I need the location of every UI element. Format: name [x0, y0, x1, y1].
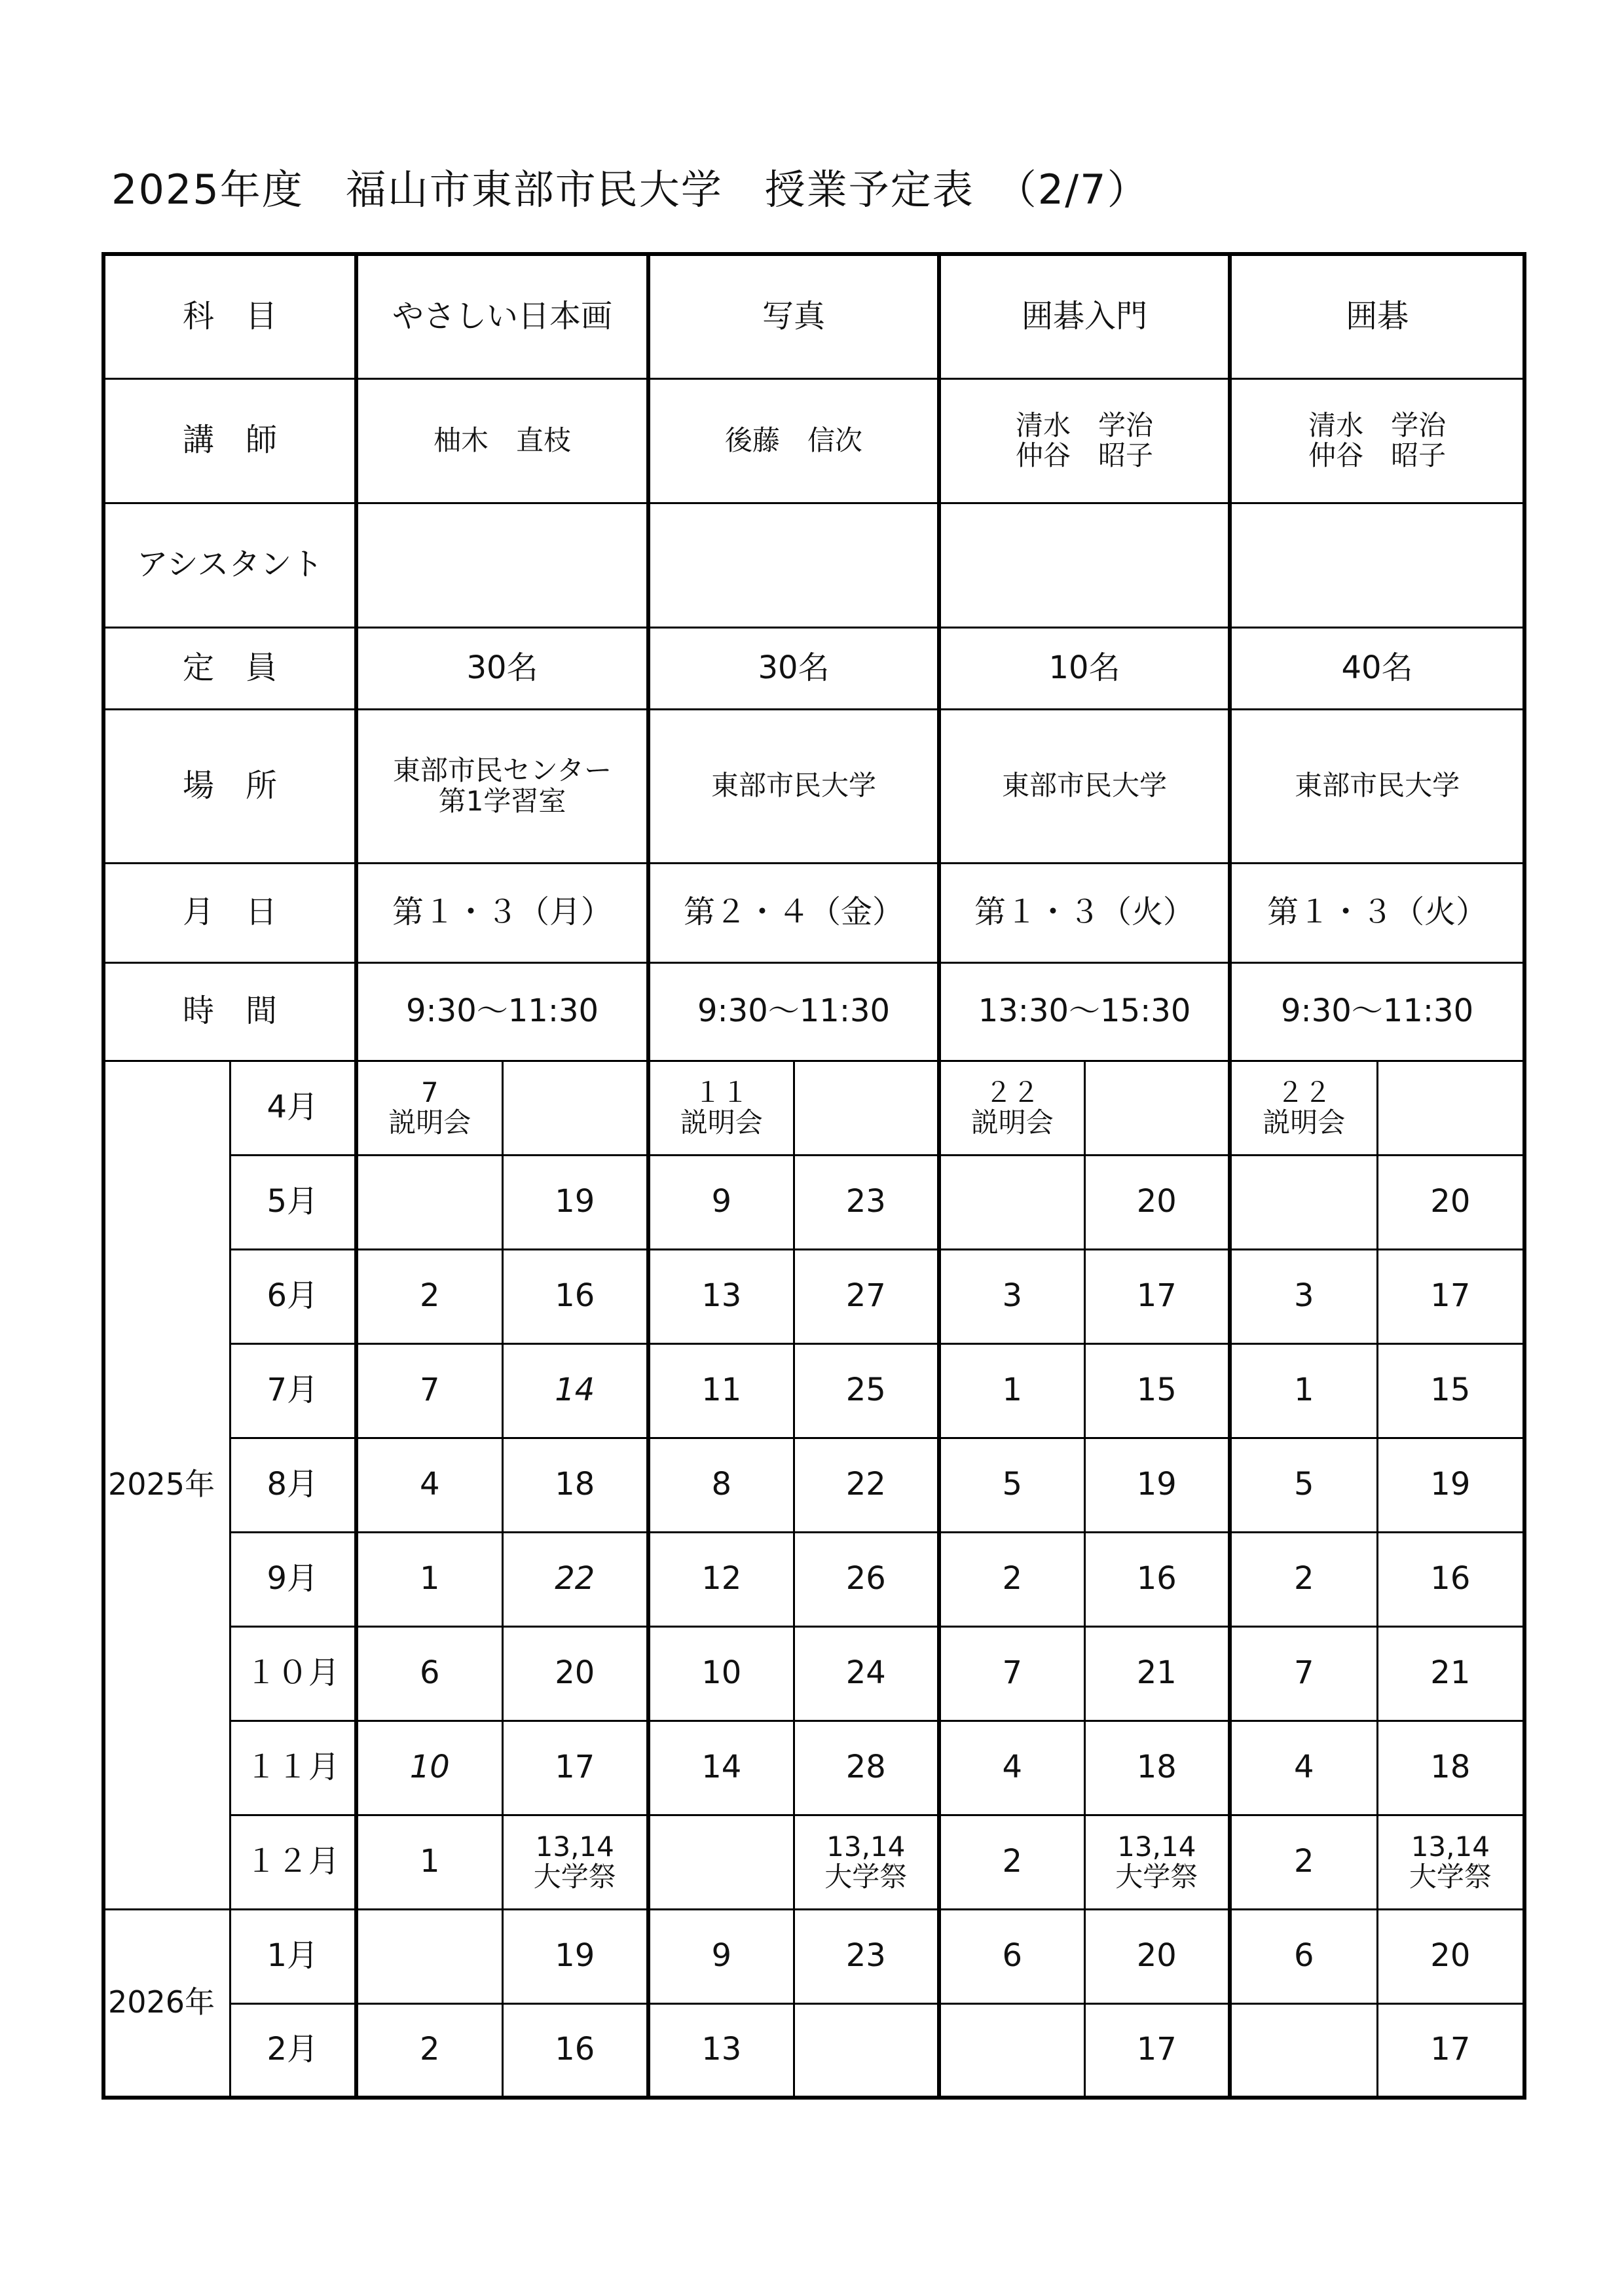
course-2-instructor: 後藤 信次 [648, 378, 939, 503]
month-label: 1月 [230, 1909, 356, 2003]
row-instructor [103, 378, 1524, 503]
course-4-subject: 囲碁 [1230, 254, 1524, 378]
date-cell: 7 [356, 1343, 502, 1438]
course-3-place: 東部市民大学 [939, 709, 1230, 863]
date-cell: 5 [1230, 1438, 1377, 1532]
schedule-table [101, 252, 1526, 2100]
date-cell: 2 [939, 1532, 1084, 1626]
row-label-subject: 科 目 [103, 254, 356, 378]
date-cell: 8 [648, 1438, 794, 1532]
date-cell: 2 [939, 1815, 1084, 1909]
date-cell: 7 [1230, 1626, 1377, 1721]
date-cell [1230, 1155, 1377, 1249]
date-cell: 20 [1377, 1155, 1524, 1249]
date-cell: 17 [1084, 1249, 1230, 1343]
date-cell: 1 [356, 1532, 502, 1626]
date-cell: 2 [356, 1249, 502, 1343]
date-cell: 16 [1377, 1532, 1524, 1626]
row-label-time: 時 間 [103, 962, 356, 1061]
date-cell [1230, 2003, 1377, 2098]
date-cell: 16 [502, 1249, 648, 1343]
date-cell: 19 [1377, 1438, 1524, 1532]
course-1-instructor: 柚木 直枝 [356, 378, 648, 503]
date-cell [648, 1815, 794, 1909]
page-title: 2025年度 福山市東部市民大学 授業予定表 （2/7） [111, 166, 1149, 213]
date-cell: 11 [648, 1343, 794, 1438]
date-cell [1377, 1061, 1524, 1155]
date-cell: ２２ 説明会 [1230, 1061, 1377, 1155]
course-3-dates: 第１・３（火） [939, 863, 1230, 962]
date-cell: 15 [1084, 1343, 1230, 1438]
date-cell: 1 [356, 1815, 502, 1909]
date-cell: 10 [356, 1721, 502, 1815]
date-cell: 13,14 大学祭 [794, 1815, 939, 1909]
date-cell: 22 [502, 1532, 648, 1626]
date-cell: 17 [1377, 2003, 1524, 2098]
month-row [103, 1626, 1524, 1721]
course-1-dates: 第１・３（月） [356, 863, 648, 962]
date-cell: 10 [648, 1626, 794, 1721]
course-2-time: 9:30～11:30 [648, 962, 939, 1061]
month-row [103, 1438, 1524, 1532]
course-2-dates: 第２・４（金） [648, 863, 939, 962]
date-cell: 23 [794, 1155, 939, 1249]
month-row [103, 1532, 1524, 1626]
date-cell: 2 [1230, 1815, 1377, 1909]
month-label: 9月 [230, 1532, 356, 1626]
date-cell: 4 [939, 1721, 1084, 1815]
date-cell: 17 [1084, 2003, 1230, 2098]
date-cell: 1 [939, 1343, 1084, 1438]
date-cell: 14 [502, 1343, 648, 1438]
month-row [103, 1815, 1524, 1909]
month-label: 5月 [230, 1155, 356, 1249]
date-cell: 6 [1230, 1909, 1377, 2003]
date-cell: 22 [794, 1438, 939, 1532]
date-cell: 13 [648, 2003, 794, 2098]
date-cell: 17 [502, 1721, 648, 1815]
row-label-place: 場 所 [103, 709, 356, 863]
row-subject [103, 254, 1524, 378]
course-3-assistant [939, 503, 1230, 627]
course-1-assistant [356, 503, 648, 627]
month-label: 2月 [230, 2003, 356, 2098]
month-label: 6月 [230, 1249, 356, 1343]
course-1-place: 東部市民センター 第1学習室 [356, 709, 648, 863]
date-cell: 26 [794, 1532, 939, 1626]
course-3-instructor: 清水 学治 仲谷 昭子 [939, 378, 1230, 503]
month-row [103, 1061, 1524, 1155]
date-cell: 4 [356, 1438, 502, 1532]
month-row [103, 1155, 1524, 1249]
month-label: １２月 [230, 1815, 356, 1909]
month-label: １０月 [230, 1626, 356, 1721]
date-cell: 23 [794, 1909, 939, 2003]
date-cell: 2 [356, 2003, 502, 2098]
month-label: １１月 [230, 1721, 356, 1815]
date-cell: ２２ 説明会 [939, 1061, 1084, 1155]
date-cell: 17 [1377, 1249, 1524, 1343]
date-cell: 6 [356, 1626, 502, 1721]
date-cell: 13,14 大学祭 [1377, 1815, 1524, 1909]
date-cell: 28 [794, 1721, 939, 1815]
date-cell: 20 [502, 1626, 648, 1721]
date-cell: 16 [502, 2003, 648, 2098]
course-3-subject: 囲碁入門 [939, 254, 1230, 378]
date-cell: 13,14 大学祭 [1084, 1815, 1230, 1909]
date-cell: 9 [648, 1155, 794, 1249]
date-cell: 3 [1230, 1249, 1377, 1343]
row-label-dates: 月 日 [103, 863, 356, 962]
date-cell: 7 説明会 [356, 1061, 502, 1155]
row-label-instructor: 講 師 [103, 378, 356, 503]
date-cell: 24 [794, 1626, 939, 1721]
date-cell [356, 1155, 502, 1249]
month-row [103, 2003, 1524, 2098]
month-label: 8月 [230, 1438, 356, 1532]
year-label: 2026年 [103, 1909, 230, 2098]
date-cell [1084, 1061, 1230, 1155]
row-time [103, 962, 1524, 1061]
course-1-capacity: 30名 [356, 627, 648, 709]
date-cell [356, 1909, 502, 2003]
date-cell: 25 [794, 1343, 939, 1438]
row-dates [103, 863, 1524, 962]
course-2-subject: 写真 [648, 254, 939, 378]
row-label-capacity: 定 員 [103, 627, 356, 709]
date-cell: 2 [1230, 1532, 1377, 1626]
date-cell: 15 [1377, 1343, 1524, 1438]
course-4-capacity: 40名 [1230, 627, 1524, 709]
month-row [103, 1909, 1524, 2003]
date-cell: 13 [648, 1249, 794, 1343]
date-cell: 12 [648, 1532, 794, 1626]
date-cell: 6 [939, 1909, 1084, 2003]
month-row [103, 1721, 1524, 1815]
date-cell: 20 [1084, 1909, 1230, 2003]
course-3-time: 13:30～15:30 [939, 962, 1230, 1061]
date-cell [794, 1061, 939, 1155]
date-cell: 18 [1377, 1721, 1524, 1815]
row-place [103, 709, 1524, 863]
course-4-place: 東部市民大学 [1230, 709, 1524, 863]
row-capacity [103, 627, 1524, 709]
date-cell: 3 [939, 1249, 1084, 1343]
row-label-assistant: アシスタント [103, 503, 356, 627]
date-cell [502, 1061, 648, 1155]
date-cell: 27 [794, 1249, 939, 1343]
month-row [103, 1343, 1524, 1438]
date-cell: 16 [1084, 1532, 1230, 1626]
month-label: 4月 [230, 1061, 356, 1155]
course-2-assistant [648, 503, 939, 627]
date-cell: 19 [502, 1909, 648, 2003]
course-1-time: 9:30～11:30 [356, 962, 648, 1061]
date-cell: 21 [1084, 1626, 1230, 1721]
date-cell: 18 [502, 1438, 648, 1532]
month-row [103, 1249, 1524, 1343]
date-cell: 13,14 大学祭 [502, 1815, 648, 1909]
course-4-time: 9:30～11:30 [1230, 962, 1524, 1061]
date-cell: 5 [939, 1438, 1084, 1532]
year-label: 2025年 [103, 1061, 230, 1909]
date-cell [939, 1155, 1084, 1249]
course-4-dates: 第１・３（火） [1230, 863, 1524, 962]
course-4-instructor: 清水 学治 仲谷 昭子 [1230, 378, 1524, 503]
date-cell: １１ 説明会 [648, 1061, 794, 1155]
row-assistant [103, 503, 1524, 627]
date-cell: 21 [1377, 1626, 1524, 1721]
date-cell: 9 [648, 1909, 794, 2003]
date-cell: 14 [648, 1721, 794, 1815]
date-cell [794, 2003, 939, 2098]
course-1-subject: やさしい日本画 [356, 254, 648, 378]
date-cell: 20 [1084, 1155, 1230, 1249]
course-2-place: 東部市民大学 [648, 709, 939, 863]
month-label: 7月 [230, 1343, 356, 1438]
date-cell: 4 [1230, 1721, 1377, 1815]
date-cell [939, 2003, 1084, 2098]
date-cell: 19 [1084, 1438, 1230, 1532]
date-cell: 18 [1084, 1721, 1230, 1815]
course-3-capacity: 10名 [939, 627, 1230, 709]
date-cell: 19 [502, 1155, 648, 1249]
date-cell: 7 [939, 1626, 1084, 1721]
course-2-capacity: 30名 [648, 627, 939, 709]
date-cell: 1 [1230, 1343, 1377, 1438]
course-4-assistant [1230, 503, 1524, 627]
date-cell: 20 [1377, 1909, 1524, 2003]
